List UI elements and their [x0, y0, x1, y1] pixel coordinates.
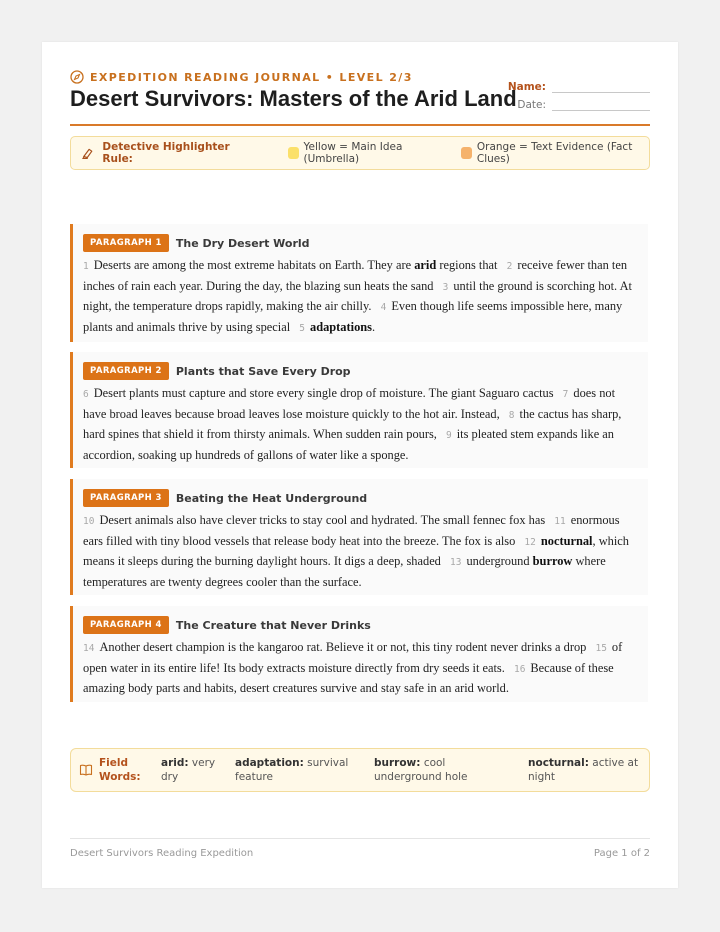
- vocab-word: burrow: [532, 554, 573, 568]
- term-word: burrow:: [374, 757, 421, 769]
- page-number: Page 1 of 2: [593, 848, 650, 859]
- sentence[interactable]: Desert plants must capture and store every single drop of moisture. The giant Saguaro cactus: [93, 386, 554, 400]
- vocab-word: arid: [414, 258, 437, 272]
- name-date-box: [508, 75, 650, 111]
- legend-orange: [461, 141, 649, 165]
- orange-swatch: [461, 147, 472, 159]
- field-words-box: [70, 748, 650, 792]
- field-word-burrow: [374, 756, 514, 784]
- vocab-word: adaptations: [310, 319, 372, 334]
- sentence-number: 6: [83, 389, 89, 400]
- footer-divider: [70, 838, 650, 839]
- sentence-end: .: [371, 319, 376, 334]
- compass-icon: [70, 70, 84, 84]
- paragraph-card-4: [70, 606, 648, 702]
- paragraph-badge: PARAGRAPH 2: [83, 362, 169, 380]
- paragraph-badge: PARAGRAPH 1: [83, 234, 169, 252]
- sentence-number: 8: [508, 409, 515, 421]
- term-definition: cool underground hole: [374, 757, 468, 783]
- name-field[interactable]: [552, 78, 650, 93]
- term-definition: survival feature: [235, 757, 349, 783]
- vocab-word: nocturnal: [540, 533, 593, 548]
- paragraph-text: [83, 638, 638, 699]
- sentence[interactable]: Desert animals also have clever tricks to stay cool and hydrated. The small fennec fox has: [99, 513, 546, 527]
- sentence-number: 7: [562, 389, 569, 400]
- sentence[interactable]: Even though life seems impossible here, many plants and animals thrive by using special: [83, 299, 623, 334]
- sentence[interactable]: its pleated stem expands like an accordion, soaking up hundreds of gallons of water like a sponge.: [83, 427, 614, 462]
- legend-yellow-text: Yellow = Main Idea (Umbrella): [303, 141, 403, 165]
- legend-orange-text: Orange = Text Evidence (Fact Clues): [476, 141, 633, 165]
- term-word: adaptation:: [235, 757, 304, 769]
- paragraph-badge: PARAGRAPH 4: [83, 616, 169, 634]
- yellow-swatch: [288, 147, 299, 159]
- sentence-number: 15: [595, 643, 607, 654]
- date-label: Date:: [517, 99, 546, 111]
- sentence[interactable]: Deserts are among the most extreme habitats on Earth. They are: [93, 258, 412, 272]
- sentence[interactable]: Because of these amazing body parts and habits, desert creatures survive and stay safe in an arid world.: [83, 660, 614, 695]
- worksheet-page: [42, 42, 678, 888]
- sentence[interactable]: regions that: [439, 258, 498, 272]
- sentence[interactable]: until the ground is scorching hot. At night, the temperature drops rapidly, making the air chilly.: [83, 278, 632, 313]
- term-word: nocturnal:: [528, 757, 589, 769]
- sentence-number: 10: [83, 516, 95, 527]
- name-label: Name:: [507, 81, 546, 93]
- paragraph-title: Beating the Heat Underground: [175, 491, 368, 505]
- term-word: arid:: [161, 757, 189, 769]
- sentence[interactable]: underground: [466, 554, 530, 568]
- paragraph-card-3: [70, 479, 648, 595]
- page-title: Desert Survivors: Masters of the Arid Land: [70, 86, 517, 111]
- kicker-text: EXPEDITION READING JOURNAL • LEVEL 2/3: [90, 70, 413, 84]
- sentence-number: 16: [513, 663, 526, 675]
- sentence-number: 5: [299, 322, 305, 334]
- sentence-number: 1: [83, 261, 89, 272]
- paragraph-title: Plants that Save Every Drop: [175, 364, 351, 378]
- header-divider: [70, 124, 650, 126]
- sentence[interactable]: , which means it sleeps during the burning daylight hours. It digs a deep, shaded: [83, 533, 629, 568]
- highlighter-icon: [81, 145, 95, 161]
- sentence[interactable]: enormous ears filled with tiny blood vessels that release body heat into the breeze. The fox is also: [83, 513, 620, 548]
- sentence[interactable]: of open water in its entire life! Its body extracts moisture directly from dry seeds it eats.: [83, 640, 623, 675]
- date-field[interactable]: [552, 96, 650, 111]
- highlighter-rule-box: [70, 136, 650, 170]
- paragraph-text: [83, 384, 638, 465]
- sentence-number: 3: [442, 281, 449, 293]
- field-word-arid: [161, 756, 217, 784]
- sentence-number: 14: [83, 643, 95, 654]
- field-words-title: Field Words:: [99, 757, 141, 783]
- legend-yellow: [288, 141, 445, 165]
- paragraph-text: [83, 511, 638, 592]
- sentence[interactable]: Another desert champion is the kangaroo rat. Believe it or not, this tiny rodent never drinks a drop: [99, 640, 587, 654]
- paragraph-card-1: [70, 224, 648, 342]
- term-definition: very dry: [161, 757, 216, 783]
- sentence[interactable]: the cactus has sharp, hard spines that shield it from thirsty animals. When sudden rain pours,: [83, 406, 622, 441]
- sentence-number: 13: [450, 557, 462, 568]
- paragraph-title: The Creature that Never Drinks: [175, 618, 371, 632]
- sentence[interactable]: where temperatures are twenty degrees cooler than the surface.: [83, 554, 606, 589]
- sentence-number: 2: [506, 261, 513, 272]
- term-definition: active at night: [528, 757, 639, 783]
- sentence-number: 4: [380, 302, 387, 313]
- highlighter-rule-title: Detective Highlighter Rule:: [102, 141, 230, 165]
- paragraph-text: [83, 256, 638, 338]
- book-icon: [79, 763, 93, 777]
- sentence-number: 12: [524, 536, 536, 548]
- sentence-number: 9: [446, 430, 452, 441]
- sentence-number: 11: [554, 516, 566, 527]
- sentence[interactable]: receive fewer than ten inches of rain each year. During the day, the blazing sun heats the sand: [83, 258, 628, 293]
- field-word-nocturnal: [528, 756, 640, 784]
- paragraph-card-2: [70, 352, 648, 468]
- journal-kicker: [70, 70, 413, 84]
- paragraph-title: The Dry Desert World: [175, 236, 310, 250]
- paragraph-badge: PARAGRAPH 3: [83, 489, 169, 507]
- footer-title: Desert Survivors Reading Expedition: [70, 848, 254, 859]
- field-word-adaptation: [235, 756, 353, 784]
- sentence[interactable]: does not have broad leaves because broad leaves lose moisture quickly to the hot air. Instead,: [83, 386, 616, 421]
